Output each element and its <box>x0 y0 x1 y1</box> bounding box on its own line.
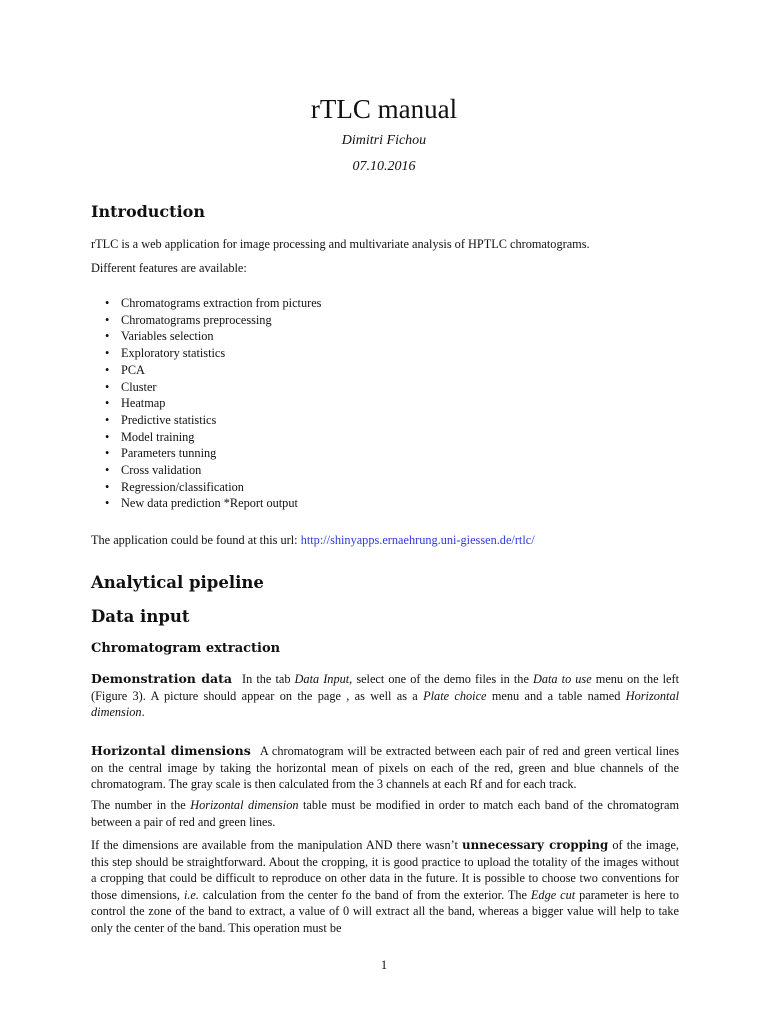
feature-label: Exploratory statistics <box>121 346 226 361</box>
demo-italic-data-to-use: Data to use <box>532 672 592 686</box>
feature-label: Chromatograms preprocessing <box>121 312 272 327</box>
horizontal-number-paragraph <box>91 797 679 830</box>
demo-text-4: menu and a table named <box>491 688 621 703</box>
bullet-icon: • <box>105 479 110 494</box>
demo-text-3: menu on the left (Figure 3). A picture should appear on the page , as well as a <box>91 672 680 703</box>
feature-list-item <box>105 479 321 496</box>
demo-italic-horizontal-dimension: Horizontal dimension <box>91 688 680 719</box>
app-url-link[interactable]: http://shinyapps.ernaehrung.uni-giessen.de/rtlc/ <box>300 533 535 547</box>
number-italic-horizontal-dimension: Horizontal dimension <box>190 798 299 812</box>
feature-label: Regression/classification <box>121 479 244 494</box>
feature-list <box>105 295 321 512</box>
feature-label: Model training <box>121 429 195 444</box>
dims-text-2: of the image, this step should be straightforward. About the cropping, it is good practice to upload the totality of the images without a cropping that could be difficult to reproduce on other data in the future. It is possible to choose two conventions for those dimensions, <box>91 838 679 902</box>
intro-paragraph: rTLC is a web application for image processing and multivariate analysis of HPTLC chromatograms. <box>91 237 590 251</box>
url-paragraph <box>91 532 679 549</box>
demo-italic-plate-choice: Plate choice <box>423 688 487 703</box>
feature-list-item <box>105 445 321 462</box>
number-text-2: table must be modified in order to match each band of the chromatogram between a pair of red and green lines. <box>91 798 680 829</box>
bullet-icon: • <box>105 296 110 310</box>
feature-list-item <box>105 362 321 379</box>
dims-bold-unnecessary-cropping: unnecessary cropping <box>462 838 609 852</box>
feature-list-item <box>105 395 321 412</box>
feature-label: PCA <box>121 362 145 377</box>
horizontal-dimensions-paragraph <box>91 743 679 793</box>
section-heading-introduction: Introduction <box>91 202 205 221</box>
bullet-icon: • <box>105 446 110 461</box>
bullet-icon: • <box>105 396 110 411</box>
feature-label: Chromatograms extraction from pictures <box>121 296 322 310</box>
feature-label: New data prediction *Report output <box>121 496 298 511</box>
feature-list-item <box>105 295 321 312</box>
url-label: The application could be found at this url: <box>91 533 298 547</box>
bullet-icon: • <box>105 312 110 327</box>
demo-text-2: , select one of the demo files in the <box>349 672 529 686</box>
bullet-icon: • <box>105 379 110 394</box>
bullet-icon: • <box>105 463 110 478</box>
dims-text-1: If the dimensions are available from the manipulation AND there wasn’t <box>91 838 458 852</box>
bullet-icon: • <box>105 412 110 427</box>
demo-italic-data-input: Data Input <box>294 672 350 686</box>
feature-label: Predictive statistics <box>121 412 217 427</box>
feature-list-item <box>105 462 321 479</box>
bullet-icon: • <box>105 329 110 344</box>
subsubsection-heading-extraction: Chromatogram extraction <box>91 641 281 656</box>
feature-label: Heatmap <box>121 396 166 411</box>
horizontal-runin-heading: Horizontal dimensions <box>91 743 251 758</box>
feature-label: Cluster <box>121 379 157 394</box>
feature-list-item <box>105 345 321 362</box>
subsection-heading-data-input: Data input <box>91 607 190 626</box>
feature-list-item <box>105 312 321 329</box>
bullet-icon: • <box>105 429 110 444</box>
dims-text-4: parameter is here to control the zone of the band to extract, a value of 0 will extract all the band, whereas a bigger value will help to take only the center of the band. This operation must be <box>91 887 679 935</box>
feature-label: Variables selection <box>121 329 214 344</box>
dims-text-3: calculation from the center fo the band of from the exterior. The <box>202 887 527 902</box>
feature-list-item <box>105 328 321 345</box>
bullet-icon: • <box>105 362 110 377</box>
dims-italic-edge-cut: Edge cut <box>530 887 576 902</box>
dimensions-paragraph <box>91 837 679 936</box>
feature-list-item <box>105 495 321 512</box>
document-author: Dimitri Fichou <box>341 133 427 148</box>
document-date: 07.10.2016 <box>352 159 416 174</box>
feature-list-item <box>105 429 321 446</box>
demo-text-5: . <box>141 705 145 719</box>
feature-label: Cross validation <box>121 463 202 478</box>
section-heading-pipeline: Analytical pipeline <box>91 573 264 592</box>
demonstration-runin-heading: Demonstration data <box>91 671 232 686</box>
demo-text-1: In the tab <box>242 672 291 686</box>
dims-italic-ie: i.e. <box>183 887 199 902</box>
horizontal-text: A chromatogram will be extracted between each pair of red and green vertical lines on the central image by taking the horizontal mean of pixels on each of the red, green and blue channels of the chromatogram. The gray scale is then calculated from the 3 channels at each Rf and for each track. <box>91 744 679 791</box>
bullet-icon: • <box>105 346 110 361</box>
feature-list-item <box>105 412 321 429</box>
features-intro: Different features are available: <box>91 261 247 275</box>
number-text-1: The number in the <box>91 798 186 812</box>
document-title: rTLC manual <box>310 94 458 124</box>
page-number: 1 <box>380 958 388 972</box>
demonstration-paragraph <box>91 671 679 721</box>
bullet-icon: • <box>105 496 110 511</box>
feature-list-item <box>105 379 321 396</box>
feature-label: Parameters tunning <box>121 446 217 461</box>
